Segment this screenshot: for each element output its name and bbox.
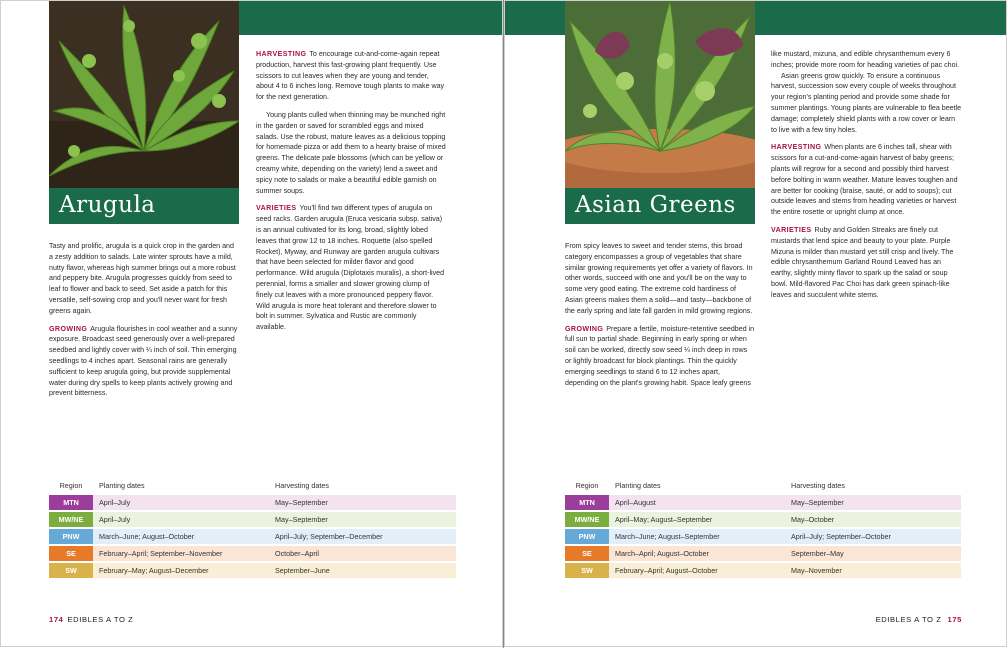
- planting-dates-cell: April–July: [93, 512, 269, 527]
- running-footer: EDIBLES A TO Z: [67, 615, 134, 624]
- planting-dates-cell: February–April; August–October: [609, 563, 785, 578]
- harvesting-dates-cell: May–October: [785, 512, 961, 527]
- harvesting-text: To encourage cut-and-come-again repeat production, harvest this fast-growing plant frequently. Use scissors to cut leaves when they are young and tender, about 4 to 6 inches long. Remove tough plants to make way for the next generation.: [256, 50, 445, 102]
- harvesting-dates-cell: May–September: [785, 495, 961, 510]
- asian-greens-photo: [565, 1, 755, 189]
- harvesting-dates-cell: September–May: [785, 546, 961, 561]
- header-region: Region: [575, 480, 599, 490]
- planting-dates-cell: April–May; August–September: [609, 512, 785, 527]
- region-badge: MW/NE: [565, 512, 609, 527]
- harvesting-dates-cell: April–July; September–October: [785, 529, 961, 544]
- harvesting-section: [771, 142, 963, 218]
- harvesting-heading: HARVESTING: [771, 143, 822, 152]
- planting-dates-cell: March–June; August–September: [609, 529, 785, 544]
- harvesting-section: [256, 49, 446, 103]
- region-badge: SW: [565, 563, 609, 578]
- region-badge: SW: [49, 563, 93, 578]
- intro-paragraph: From spicy leaves to sweet and tender stems, this broad category encompasses a group of vegetables that share similar growing requirements yet offer a variety of flavors. In other words, succeed with one and you'll be on the way to some very good eating. The extreme cold hardiness of Asian greens makes them a solid—and tasty—backbone of the early spring and late fall garden in mild growing regions.: [565, 242, 753, 315]
- region-badge: PNW: [565, 529, 609, 544]
- header-region: Region: [59, 480, 83, 490]
- harvesting-dates-cell: May–September: [269, 495, 456, 510]
- varieties-section: [256, 203, 446, 333]
- left-column-2: [256, 49, 446, 340]
- right-column-1: [565, 241, 755, 395]
- table-row: [49, 495, 456, 510]
- region-badge: SE: [49, 546, 93, 561]
- growing-text: Arugula flourishes in cool weather and a sunny exposure. Broadcast seed generously over a well-prepared seedbed and lightly cover with ¼ inch of soil. Thin emerging seedlings to 4 inches apart. Seasonal rains are generally sufficient to keep arugula going, but provide supplemental water during dry spells to keep plants actively growing and prevent bitterness.: [49, 324, 238, 398]
- header-harvesting: Harvesting dates: [791, 480, 845, 490]
- growing-heading: GROWING: [565, 324, 604, 333]
- region-badge: PNW: [49, 529, 93, 544]
- table-row: [49, 563, 456, 578]
- planting-dates-cell: March–June; August–October: [93, 529, 269, 544]
- table-row: [49, 546, 456, 561]
- harvesting-paragraph-2: Young plants culled when thinning may be munched right in the garden or saved for scrambled eggs and mixed salads. Use the robust, mature leaves as a delicious topping for homemade pizza or add them to a hearty braise of mixed greens. The delicate pale blossoms (which can be yellow or creamy white, depending on the variety) lend a sweet and spicy note to salads or make a beautiful edible garnish on summer soups.: [256, 110, 446, 195]
- table-row: [565, 563, 961, 578]
- harvesting-dates-cell: September–June: [269, 563, 456, 578]
- table-row: [565, 546, 961, 561]
- varieties-text: Ruby and Golden Streaks are finely cut mustards that lend spice and beauty to your plate. Purple Mizuna is milder than mustard yet still crisp and lively. The edible chrysanthemum Garland Round Leaved has an earthy, slightly minty flavor to spark up the salad or soup bowl. Mild-flavored Pac Choi has dark green spinach-like leaves and succulent white stems.: [771, 225, 954, 299]
- region-badge: MTN: [49, 495, 93, 510]
- table-row: [49, 529, 456, 544]
- region-dates-table: [565, 477, 961, 580]
- growing-continued: like mustard, mizuna, and edible chrysanthemum every 6 inches; provide more room for heading varieties of pac choi.: [771, 50, 960, 69]
- harvesting-dates-cell: April–July; September–December: [269, 529, 456, 544]
- growing-section: [49, 324, 239, 400]
- region-badge: SE: [565, 546, 609, 561]
- page-footer: [876, 615, 962, 624]
- planting-dates-cell: April–July: [93, 495, 269, 510]
- harvesting-dates-cell: May–November: [785, 563, 961, 578]
- header-planting: Planting dates: [615, 480, 661, 490]
- varieties-text: You'll find two different types of arugula on seed racks. Garden arugula (Eruca vesicaria subsp. sativa) is an annual cultivated for its long, broad, slightly lobed leaves that grow 12 to 18 inches. Roquette (also spelled Rocket), Myway, and Runway are garden arugula cultivars that have been selected for milder flavor and good performance. Wild arugula (Diplotaxis muralis), a short-lived perennial, forms a smaller and slower growing clump of finely cut leaves with a more pronounced peppery flavor. Wild arugula is more heat tolerant and therefore slower to bolt in summer. Sylvatica and Rustic are commonly available.: [256, 204, 445, 332]
- table-row: [565, 512, 961, 527]
- harvesting-dates-cell: October–April: [269, 546, 456, 561]
- arugula-photo: [49, 1, 239, 189]
- page-title: Asian Greens: [565, 188, 755, 224]
- table-row: [565, 495, 961, 510]
- planting-dates-cell: March–April; August–October: [609, 546, 785, 561]
- planting-dates-cell: February–May; August–December: [93, 563, 269, 578]
- asian-greens-icon: [565, 1, 755, 189]
- page-title: Arugula: [49, 188, 239, 224]
- header-planting: Planting dates: [99, 480, 145, 490]
- harvesting-text: When plants are 6 inches tall, shear with scissors for a cut-and-come-again harvest of baby greens; plants will regrow for a second and possibly third harvest before bolting in warm weather. Mature leaves toughen and are better for cooking (braise, sauté, or add to soups); cut outside leaves and stems from heading varieties or harvest the entire rosette or upright clump at once.: [771, 143, 958, 217]
- page-number: 174: [49, 615, 64, 624]
- right-page: [504, 0, 1007, 647]
- growing-paragraph-2: Asian greens grow quickly. To ensure a continuous harvest, succession sow every couple of weeks throughout your region's planting period and provide some shade for summer plantings. Young plants are vulnerable to flea beetle damage; completely shield plants with a row cover or learn to live with a few tiny holes.: [771, 71, 962, 134]
- top-color-band: [239, 1, 503, 35]
- growing-heading: GROWING: [49, 324, 88, 333]
- table-header-row: [565, 479, 961, 493]
- planting-dates-cell: April–August: [609, 495, 785, 510]
- intro-paragraph: Tasty and prolific, arugula is a quick crop in the garden and a zesty addition to salads. Late winter sprouts have a mild, nutty flavor, whereas high summer brings out a more robust and peppery bite. Arugula progresses quickly from seed to leaf to flower and back to seed. Set aside a patch for this versatile, self-sowing crop and you'll never want for fresh greens again.: [49, 242, 236, 315]
- left-page: [0, 0, 503, 647]
- region-dates-table: [49, 477, 456, 580]
- harvesting-heading: HARVESTING: [256, 50, 307, 58]
- table-row: [565, 529, 961, 544]
- table-row: [49, 512, 456, 527]
- arugula-leaves-icon: [49, 1, 239, 189]
- varieties-heading: VARIETIES: [256, 204, 297, 213]
- top-color-band-left: [505, 1, 565, 35]
- growing-section: [565, 324, 755, 389]
- page-footer: [49, 615, 133, 624]
- planting-dates-cell: February–April; September–November: [93, 546, 269, 561]
- varieties-heading: VARIETIES: [771, 225, 812, 234]
- header-harvesting: Harvesting dates: [275, 480, 329, 490]
- harvesting-dates-cell: May–September: [269, 512, 456, 527]
- varieties-section: [771, 225, 963, 301]
- running-footer: EDIBLES A TO Z: [875, 615, 942, 624]
- growing-text: Prepare a fertile, moisture-retentive seedbed in full sun to partial shade. Beginning in early spring or when soil can be worked, directly sow seed ¼ inch deep in rows or lightly broadcast for block plantings. Thin the quickly emerging seedlings to stand 6 to 12 inches apart, depending on the plant's growing habit. Space leafy greens: [565, 324, 755, 387]
- region-badge: MW/NE: [49, 512, 93, 527]
- page-number: 175: [947, 615, 962, 624]
- region-badge: MTN: [565, 495, 609, 510]
- table-header-row: [49, 479, 456, 493]
- left-column-1: [49, 241, 239, 406]
- top-color-band-right: [755, 1, 1007, 35]
- right-column-2: [771, 49, 963, 308]
